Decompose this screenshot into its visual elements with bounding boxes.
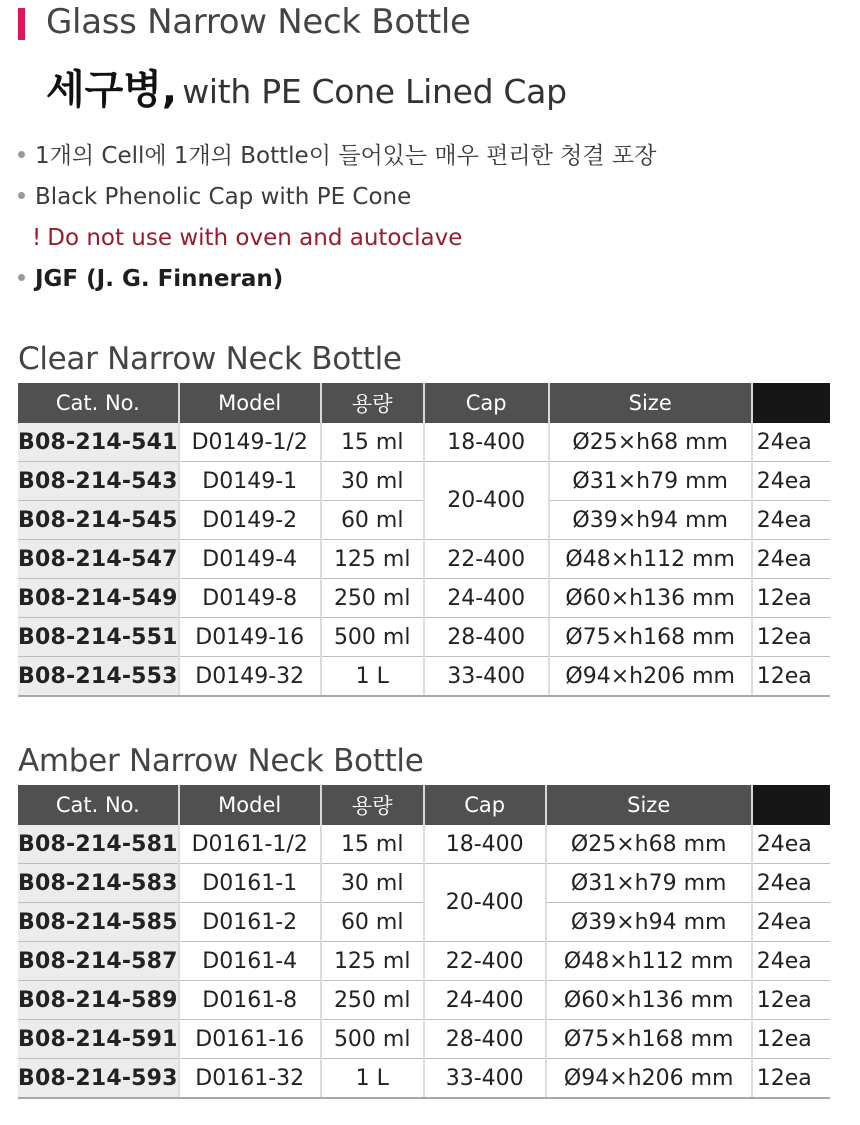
cat-no-cell: B08-214-547	[18, 540, 179, 579]
cat-no-cell: B08-214-553	[18, 657, 179, 697]
feature-text: Black Phenolic Cap with PE Cone	[35, 184, 412, 210]
cap-cell: 22-400	[424, 540, 549, 579]
size-cell: Ø31×h79 mm	[549, 462, 752, 501]
capacity-cell: 250 ml	[321, 981, 424, 1020]
column-header: Model	[179, 785, 321, 825]
qty-cell: 24ea	[752, 423, 830, 462]
cap-cell: 24-400	[424, 981, 546, 1020]
capacity-cell: 125 ml	[321, 942, 424, 981]
column-header: Cap	[424, 383, 549, 423]
model-cell: D0161-8	[179, 981, 321, 1020]
capacity-cell: 500 ml	[321, 618, 424, 657]
cat-no-cell: B08-214-591	[18, 1020, 179, 1059]
model-cell: D0149-32	[179, 657, 321, 697]
cat-no-cell: B08-214-581	[18, 825, 179, 864]
cat-no-cell: B08-214-589	[18, 981, 179, 1020]
cat-no-cell: B08-214-583	[18, 864, 179, 903]
cat-no-cell: B08-214-543	[18, 462, 179, 501]
qty-cell: 24ea	[752, 942, 830, 981]
cat-no-cell: B08-214-549	[18, 579, 179, 618]
warning-text: Do not use with oven and autoclave	[47, 225, 463, 251]
capacity-cell: 500 ml	[321, 1020, 424, 1059]
size-cell: Ø25×h68 mm	[546, 825, 752, 864]
cap-cell: 18-400	[424, 423, 549, 462]
cat-no-cell: B08-214-551	[18, 618, 179, 657]
model-cell: D0161-4	[179, 942, 321, 981]
column-header: Cat. No.	[18, 785, 179, 825]
size-cell: Ø75×h168 mm	[546, 1020, 752, 1059]
qty-cell: 24ea	[752, 540, 830, 579]
table-row	[18, 864, 830, 903]
qty-cell: 24ea	[752, 864, 830, 903]
bullet-dot-icon	[18, 151, 25, 158]
column-header: 용량	[321, 785, 424, 825]
capacity-cell: 250 ml	[321, 579, 424, 618]
table-header-row	[18, 383, 830, 423]
column-header: Cat. No.	[18, 383, 179, 423]
bullet-dot-icon	[18, 274, 25, 281]
qty-cell: 24ea	[752, 462, 830, 501]
qty-cell: 24ea	[752, 903, 830, 942]
table-row	[18, 942, 830, 981]
qty-cell: 12ea	[752, 657, 830, 697]
amber-table-title: Amber Narrow Neck Bottle	[18, 743, 424, 779]
cap-cell: 33-400	[424, 1059, 546, 1099]
cap-cell: 18-400	[424, 825, 546, 864]
model-cell: D0149-1/2	[179, 423, 321, 462]
cap-cell: 20-400	[424, 462, 549, 540]
table-header-row	[18, 785, 830, 825]
qty-cell: 12ea	[752, 579, 830, 618]
capacity-cell: 30 ml	[321, 864, 424, 903]
model-cell: D0161-2	[179, 903, 321, 942]
feature-item	[18, 259, 656, 300]
warning-icon: !	[32, 225, 42, 251]
qty-cell: 12ea	[752, 1059, 830, 1099]
size-cell: Ø94×h206 mm	[546, 1059, 752, 1099]
table-row	[18, 1020, 830, 1059]
column-header: Size	[546, 785, 752, 825]
capacity-cell: 60 ml	[321, 903, 424, 942]
size-cell: Ø48×h112 mm	[546, 942, 752, 981]
cat-no-cell: B08-214-545	[18, 501, 179, 540]
table-row	[18, 423, 830, 462]
capacity-cell: 60 ml	[321, 501, 424, 540]
size-cell: Ø48×h112 mm	[549, 540, 752, 579]
bullet-dot-icon	[18, 192, 25, 199]
table-row	[18, 825, 830, 864]
capacity-cell: 15 ml	[321, 825, 424, 864]
title-accent-bar	[18, 8, 25, 40]
size-cell: Ø39×h94 mm	[546, 903, 752, 942]
column-header	[752, 383, 830, 423]
table-row	[18, 657, 830, 697]
model-cell: D0149-1	[179, 462, 321, 501]
model-cell: D0149-16	[179, 618, 321, 657]
capacity-cell: 1 L	[321, 1059, 424, 1099]
capacity-cell: 30 ml	[321, 462, 424, 501]
feature-list	[18, 136, 656, 300]
cap-cell: 33-400	[424, 657, 549, 697]
cat-no-cell: B08-214-593	[18, 1059, 179, 1099]
table-row	[18, 618, 830, 657]
feature-item	[18, 136, 656, 177]
amber-bottle-table	[18, 785, 830, 1099]
feature-item	[18, 177, 656, 218]
size-cell: Ø75×h168 mm	[549, 618, 752, 657]
size-cell: Ø25×h68 mm	[549, 423, 752, 462]
cap-cell: 24-400	[424, 579, 549, 618]
qty-cell: 24ea	[752, 825, 830, 864]
model-cell: D0161-16	[179, 1020, 321, 1059]
model-cell: D0161-1	[179, 864, 321, 903]
size-cell: Ø94×h206 mm	[549, 657, 752, 697]
clear-bottle-table	[18, 383, 830, 697]
size-cell: Ø60×h136 mm	[546, 981, 752, 1020]
feature-text: JGF (J. G. Finneran)	[35, 266, 284, 292]
subtitle-english: with PE Cone Lined Cap	[182, 72, 567, 111]
table-row	[18, 981, 830, 1020]
table-row	[18, 462, 830, 501]
qty-cell: 12ea	[752, 981, 830, 1020]
capacity-cell: 15 ml	[321, 423, 424, 462]
qty-cell: 12ea	[752, 1020, 830, 1059]
qty-cell: 24ea	[752, 501, 830, 540]
table-row	[18, 540, 830, 579]
model-cell: D0161-32	[179, 1059, 321, 1099]
cat-no-cell: B08-214-541	[18, 423, 179, 462]
table-row	[18, 579, 830, 618]
model-cell: D0149-2	[179, 501, 321, 540]
capacity-cell: 125 ml	[321, 540, 424, 579]
feature-text: 1개의 Cell에 1개의 Bottle이 들어있는 매우 편리한 청결 포장	[35, 143, 657, 169]
size-cell: Ø39×h94 mm	[549, 501, 752, 540]
qty-cell: 12ea	[752, 618, 830, 657]
cap-cell: 28-400	[424, 618, 549, 657]
model-cell: D0149-8	[179, 579, 321, 618]
cat-no-cell: B08-214-587	[18, 942, 179, 981]
column-header: Size	[549, 383, 752, 423]
model-cell: D0161-1/2	[179, 825, 321, 864]
cap-cell: 22-400	[424, 942, 546, 981]
size-cell: Ø60×h136 mm	[549, 579, 752, 618]
size-cell: Ø31×h79 mm	[546, 864, 752, 903]
subtitle-korean: 세구병,	[46, 67, 178, 113]
table-row	[18, 1059, 830, 1099]
cap-cell: 20-400	[424, 864, 546, 942]
column-header: Cap	[424, 785, 546, 825]
cat-no-cell: B08-214-585	[18, 903, 179, 942]
page-subtitle	[46, 58, 567, 115]
column-header: Model	[179, 383, 321, 423]
column-header: 용량	[321, 383, 424, 423]
capacity-cell: 1 L	[321, 657, 424, 697]
warning-item	[18, 218, 656, 259]
model-cell: D0149-4	[179, 540, 321, 579]
page-title: Glass Narrow Neck Bottle	[46, 2, 471, 42]
column-header	[752, 785, 830, 825]
cap-cell: 28-400	[424, 1020, 546, 1059]
clear-table-title: Clear Narrow Neck Bottle	[18, 341, 402, 377]
